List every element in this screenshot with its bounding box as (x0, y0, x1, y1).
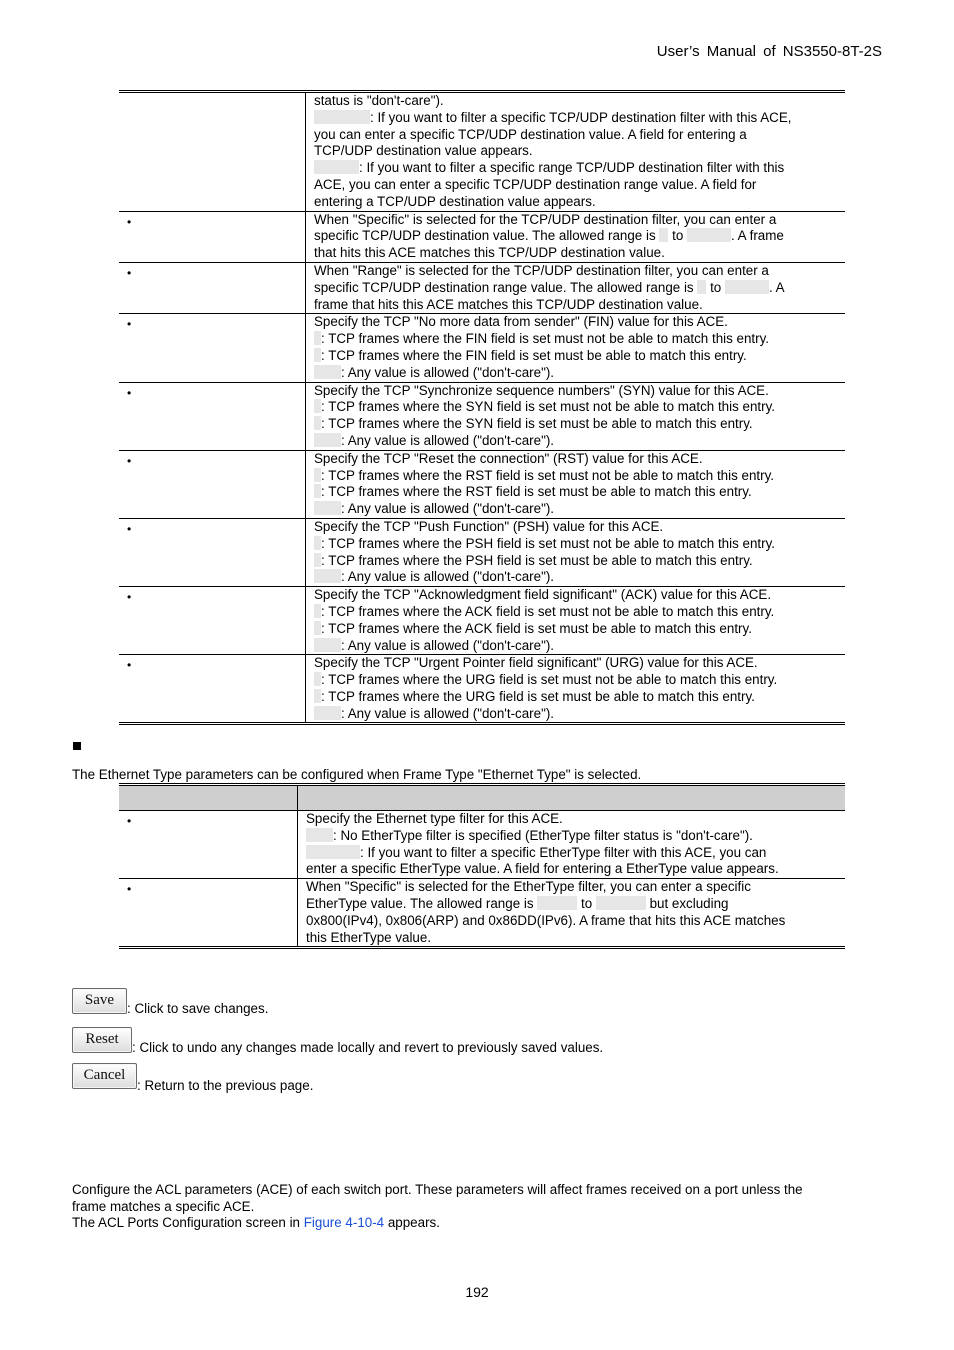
description-line (314, 194, 839, 211)
description-line (306, 828, 839, 845)
description-line (314, 621, 839, 638)
cancel-button[interactable]: Cancel (72, 1063, 137, 1089)
description-line (314, 314, 839, 331)
highlighted-term (314, 672, 321, 686)
description-text: When "Specific" is selected for the EtherType filter, you can enter a specific (306, 879, 751, 895)
description-line (314, 228, 839, 245)
description-line (314, 127, 839, 144)
highlighted-term (314, 433, 341, 447)
description-line (314, 433, 839, 450)
highlighted-term (596, 896, 646, 910)
description-text: : TCP frames where the ACK field is set must not be able to match this entry. (321, 603, 775, 619)
header-description-cell (298, 785, 846, 811)
description-line (314, 348, 839, 365)
description-cell (306, 450, 846, 518)
description-text: to (577, 895, 596, 911)
parameter-cell (119, 314, 306, 382)
description-text: : If you want to filter a specific TCP/UDP destination filter with this ACE, (370, 109, 792, 125)
description-text: entering a TCP/UDP destination value appears. (314, 193, 596, 209)
description-text: 0x800(IPv4), 0x806(ARP) and 0x86DD(IPv6). A frame that hits this ACE matches (306, 912, 786, 928)
parameter-cell (119, 811, 298, 879)
description-text: . A (768, 279, 785, 295)
table-row (119, 518, 845, 586)
parameter-cell (119, 587, 306, 655)
highlighted-term (314, 536, 321, 550)
description-text: Specify the TCP "Synchronize sequence numbers" (SYN) value for this ACE. (314, 382, 769, 398)
description-text: : No EtherType filter is specified (EtherType filter status is "don't-care"). (333, 827, 753, 843)
description-cell (298, 811, 846, 879)
description-text: . A frame (730, 228, 784, 244)
bullet-icon: • (127, 317, 132, 332)
highlighted-term (697, 280, 706, 294)
description-line (314, 553, 839, 570)
description-line (314, 365, 839, 382)
highlighted-term (314, 706, 341, 720)
description-line (314, 706, 839, 723)
description-line (314, 416, 839, 433)
description-text: : Any value is allowed ("don't-care"). (341, 501, 555, 517)
description-line (314, 245, 839, 262)
reset-button-description: : Click to undo any changes made locally and revert to previously saved values. (132, 1040, 604, 1055)
description-cell (306, 518, 846, 586)
highlighted-term (314, 604, 321, 618)
header-object-cell (119, 785, 298, 811)
parameter-cell (119, 518, 306, 586)
description-text: status is "don't-care"). (314, 93, 444, 108)
description-cell (298, 879, 846, 948)
description-line (306, 879, 839, 896)
parameter-cell (119, 211, 306, 262)
highlighted-term (306, 828, 333, 842)
tcp-params-table (119, 90, 845, 725)
description-text: : Any value is allowed ("don't-care"). (341, 637, 555, 653)
paragraph-text: appears. (384, 1215, 440, 1230)
highlighted-term (314, 689, 321, 703)
table-row (119, 655, 845, 724)
highlighted-term (314, 501, 341, 515)
description-line (314, 501, 839, 518)
description-line (306, 811, 839, 828)
description-line (314, 569, 839, 586)
highlighted-term (314, 621, 321, 635)
table-row (119, 211, 845, 262)
highlighted-term (537, 896, 577, 910)
parameter-cell (119, 450, 306, 518)
description-text: to (668, 228, 687, 244)
save-button[interactable]: Save (72, 988, 127, 1014)
description-text: : TCP frames where the FIN field is set must not be able to match this entry. (321, 331, 770, 347)
description-text: : TCP frames where the PSH field is set must not be able to match this entry. (321, 535, 775, 551)
bullet-icon: • (127, 590, 132, 605)
description-text: : Any value is allowed ("don't-care"). (341, 705, 555, 721)
paragraph-text: The ACL Ports Configuration screen in (72, 1215, 304, 1230)
description-text: When "Range" is selected for the TCP/UDP destination filter, you can enter a (314, 262, 769, 278)
highlighted-term (306, 845, 360, 859)
description-text: Specify the TCP "Reset the connection" (RST) value for this ACE. (314, 450, 703, 466)
description-line (314, 280, 839, 297)
section-bullet-square (73, 742, 81, 750)
description-text: When "Specific" is selected for the TCP/UDP destination filter, you can enter a (314, 211, 777, 227)
parameter-cell (119, 92, 306, 212)
description-text: : TCP frames where the RST field is set must be able to match this entry. (321, 484, 752, 500)
description-line (314, 672, 839, 689)
highlighted-term (314, 553, 321, 567)
highlighted-term (725, 280, 769, 294)
save-button-description: : Click to save changes. (127, 1001, 269, 1016)
description-line (314, 451, 839, 468)
bullet-icon: • (127, 214, 132, 229)
description-line (314, 263, 839, 280)
description-text: : TCP frames where the URG field is set must not be able to match this entry. (321, 672, 778, 688)
description-text: ACE, you can enter a specific TCP/UDP destination range value. A field for (314, 176, 757, 192)
table-row (119, 811, 845, 879)
parameter-cell (119, 262, 306, 313)
description-text: but excluding (645, 895, 729, 911)
figure-link[interactable]: Figure 4-10-4 (303, 1215, 385, 1230)
description-line (314, 587, 839, 604)
page-header: User’s Manual of NS3550-8T-2S (656, 43, 882, 60)
description-text: : If you want to filter a specific EtherType filter with this ACE, you can (360, 844, 767, 860)
bullet-icon: • (127, 658, 132, 673)
bullet-icon: • (127, 814, 132, 828)
highlighted-term (314, 416, 321, 430)
description-line (314, 638, 839, 655)
description-text: : TCP frames where the FIN field is set must be able to match this entry. (321, 347, 747, 363)
description-cell (306, 587, 846, 655)
description-line (306, 896, 839, 913)
description-text: : Any value is allowed ("don't-care"). (341, 364, 555, 380)
description-line (314, 689, 839, 706)
description-cell (306, 211, 846, 262)
ethernet-type-intro: The Ethernet Type parameters can be configured when Frame Type "Ethernet Type" is selected. (72, 767, 642, 782)
table-row (119, 314, 845, 382)
description-text: : Any value is allowed ("don't-care"). (341, 569, 555, 585)
reset-button[interactable]: Reset (72, 1027, 132, 1053)
description-text: Specify the TCP "No more data from sender" (FIN) value for this ACE. (314, 314, 728, 330)
highlighted-term (314, 468, 321, 482)
ethernet-type-table (119, 783, 845, 949)
description-cell (306, 314, 846, 382)
description-line (306, 861, 839, 878)
table-row (119, 262, 845, 313)
highlighted-term (314, 638, 341, 652)
description-text: : TCP frames where the ACK field is set must be able to match this entry. (321, 620, 752, 636)
highlighted-term (314, 348, 321, 362)
description-line (314, 536, 839, 553)
cancel-button-description: : Return to the previous page. (137, 1078, 314, 1093)
description-text: to (706, 279, 725, 295)
description-text: frame that hits this ACE matches this TCP/UDP destination value. (314, 296, 703, 312)
highlighted-term (314, 569, 341, 583)
table-header-row (119, 785, 845, 811)
description-text: you can enter a specific TCP/UDP destination value. A field for entering a (314, 126, 747, 142)
description-text: Specify the TCP "Urgent Pointer field significant" (URG) value for this ACE. (314, 655, 758, 671)
paragraph-line (72, 1215, 872, 1232)
table-row (119, 587, 845, 655)
description-line (314, 399, 839, 416)
bullet-icon: • (127, 521, 132, 536)
description-cell (306, 262, 846, 313)
description-text: : TCP frames where the RST field is set must not be able to match this entry. (321, 467, 774, 483)
highlighted-term (687, 228, 731, 242)
paragraph-line: Configure the ACL parameters (ACE) of each switch port. These parameters will affect frames received on a port unless the (72, 1182, 803, 1197)
description-line (314, 110, 839, 127)
description-text: : If you want to filter a specific range TCP/UDP destination filter with this (359, 160, 785, 176)
highlighted-term (314, 110, 370, 124)
description-text: TCP/UDP destination value appears. (314, 143, 533, 159)
description-line (314, 468, 839, 485)
table-row (119, 879, 845, 948)
description-text: EtherType value. The allowed range is (306, 895, 538, 911)
description-cell (306, 655, 846, 724)
description-line (314, 655, 839, 672)
description-text: Specify the TCP "Acknowledgment field significant" (ACK) value for this ACE. (314, 587, 772, 603)
description-text: : TCP frames where the SYN field is set must not be able to match this entry. (321, 399, 775, 415)
page-number: 192 (465, 1284, 489, 1300)
description-text: that hits this ACE matches this TCP/UDP destination value. (314, 245, 665, 261)
description-text: specific TCP/UDP destination range value. The allowed range is (314, 279, 698, 295)
highlighted-term (314, 399, 321, 413)
description-line (314, 212, 839, 229)
description-text: specific TCP/UDP destination value. The allowed range is (314, 228, 660, 244)
parameter-cell (119, 655, 306, 724)
highlighted-term (314, 365, 341, 379)
description-text: enter a specific EtherType value. A field for entering a EtherType value appears. (306, 861, 779, 877)
description-line (306, 913, 839, 930)
description-line (314, 519, 839, 536)
description-cell (306, 92, 846, 212)
acl-ports-paragraph (72, 1182, 872, 1232)
description-line (314, 331, 839, 348)
parameter-cell (119, 879, 298, 948)
description-line (314, 160, 839, 177)
description-text: : TCP frames where the SYN field is set must be able to match this entry. (321, 416, 753, 432)
highlighted-term (314, 331, 321, 345)
description-cell (306, 382, 846, 450)
table-row (119, 92, 845, 212)
highlighted-term (314, 484, 321, 498)
description-line (314, 143, 839, 160)
description-line (306, 845, 839, 862)
description-line (314, 484, 839, 501)
table-row (119, 450, 845, 518)
bullet-icon: • (127, 385, 132, 400)
parameter-cell (119, 382, 306, 450)
description-text: Specify the Ethernet type filter for this ACE. (306, 811, 563, 826)
description-line (314, 383, 839, 400)
description-text: this EtherType value. (306, 929, 432, 945)
table-row (119, 382, 845, 450)
description-line (314, 93, 839, 110)
description-line (314, 604, 839, 621)
description-text: Specify the TCP "Push Function" (PSH) value for this ACE. (314, 518, 664, 534)
bullet-icon: • (127, 265, 132, 280)
paragraph-line: frame matches a specific ACE. (72, 1198, 255, 1214)
bullet-icon: • (127, 882, 132, 897)
highlighted-term (314, 160, 359, 174)
description-text: : Any value is allowed ("don't-care"). (341, 432, 555, 448)
description-line (306, 930, 839, 947)
description-line (314, 297, 839, 314)
description-text: : TCP frames where the URG field is set must be able to match this entry. (321, 688, 755, 704)
bullet-icon: • (127, 453, 132, 468)
description-text: : TCP frames where the PSH field is set must be able to match this entry. (321, 552, 753, 568)
description-line (314, 177, 839, 194)
